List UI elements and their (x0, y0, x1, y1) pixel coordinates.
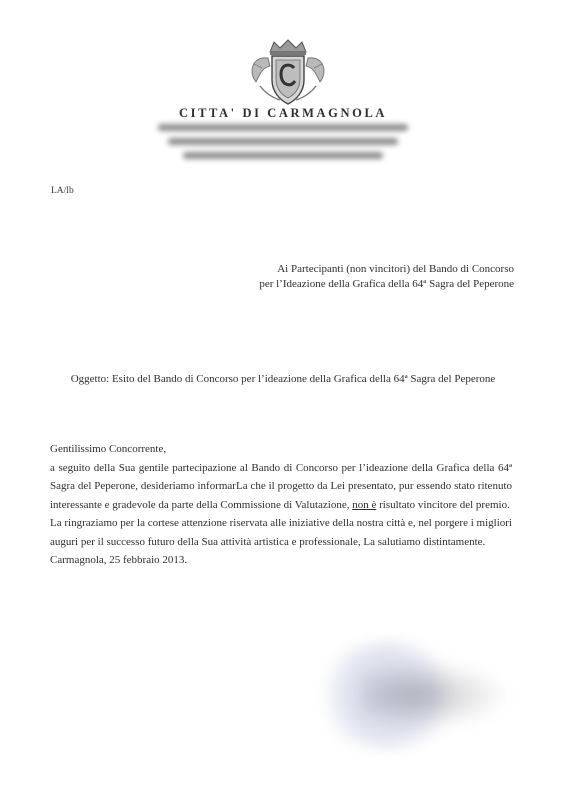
addressee-block (259, 262, 514, 292)
emphasis-non-e: non è (352, 498, 377, 511)
addressee-line-1: Ai Partecipanti (non vincitori) del Bando di Concorso (277, 263, 514, 275)
reference-code: LA/lb (51, 186, 74, 196)
city-crest-icon (246, 38, 330, 108)
addressee-line-2: per l’Ideazione della Grafica della 64ª Sagra del Peperone (259, 278, 514, 290)
salutation: Gentilissimo Concorrente, (50, 443, 167, 455)
city-name: CITTA' DI CARMAGNOLA (178, 106, 388, 120)
closing-place-date: Carmagnola, 25 febbraio 2013. (50, 554, 188, 566)
paragraph-1 (50, 459, 512, 515)
redacted-address-block (148, 124, 418, 172)
letter-body (50, 440, 512, 570)
paragraph-2: La ringraziamo per la cortese attenzione riservata alle iniziative della nostra città e, nel porgere i migliori auguri per il successo futuro della Sua attività artistica e professionale, La salutiamo distintamente. (50, 517, 512, 548)
paragraph-1-text-b: risultato vincitore del premio. (376, 498, 510, 511)
paragraph-1-text-a: a seguito della Sua gentile partecipazione al Bando di Concorso per l’ideazione della Grafica della 64ª Sagra del Peperone, desideriamo informarLa che il progetto da Lei presentato, pur essendo stato ritenuto interessante e gradevole da parte della Commissione di Valutazione, (50, 461, 512, 511)
subject-line: Oggetto: Esito del Bando di Concorso per l’ideazione della Grafica della 64ª Sagra del Peperone (70, 373, 496, 385)
redacted-signature (360, 660, 510, 730)
